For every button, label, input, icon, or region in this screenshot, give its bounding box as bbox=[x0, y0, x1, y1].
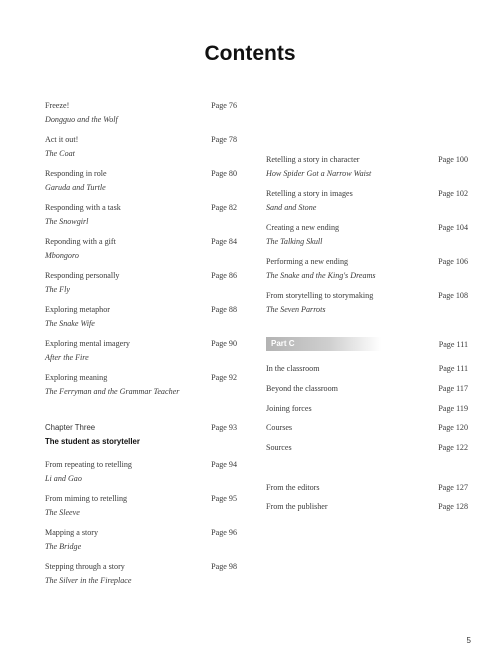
entry-title: Exploring metaphor bbox=[45, 305, 110, 314]
entry-story: The Coat bbox=[45, 149, 75, 158]
toc-entry[interactable] bbox=[45, 133, 237, 161]
toc-entry[interactable] bbox=[266, 187, 468, 215]
chapter-page: Page 93 bbox=[211, 423, 237, 432]
entry-story: Sand and Stone bbox=[266, 203, 317, 212]
entry-page: Page 86 bbox=[211, 271, 237, 280]
entry-title: Stepping through a story bbox=[45, 562, 125, 571]
entry-title: Mapping a story bbox=[45, 528, 99, 537]
entry-title: Freeze! bbox=[45, 101, 70, 110]
entry-story: The Ferryman and the Grammar Teacher bbox=[45, 387, 180, 396]
toc-entry[interactable] bbox=[45, 337, 237, 365]
entry-story: The Silver in the Fireplace bbox=[45, 576, 132, 585]
entry-title: Courses bbox=[266, 423, 293, 432]
entry-page: Page 106 bbox=[438, 257, 468, 266]
toc-entry[interactable] bbox=[266, 481, 468, 495]
toc-entry[interactable] bbox=[266, 255, 468, 283]
entry-page: Page 88 bbox=[211, 305, 237, 314]
toc-entry[interactable] bbox=[45, 235, 237, 263]
toc-entry[interactable] bbox=[45, 269, 237, 297]
toc-entry[interactable] bbox=[266, 421, 468, 435]
part-page: Page 111 bbox=[438, 339, 468, 349]
entry-title: Retelling a story in images bbox=[266, 189, 353, 198]
entry-story: The Bridge bbox=[45, 542, 82, 551]
entry-title: From the publisher bbox=[266, 502, 328, 511]
toc-entry[interactable] bbox=[45, 458, 237, 486]
entry-page: Page 108 bbox=[438, 291, 468, 300]
chapter-heading[interactable] bbox=[45, 421, 237, 449]
entry-page: Page 102 bbox=[438, 189, 468, 198]
toc-entry[interactable] bbox=[266, 441, 468, 455]
entry-title: Reponding with a gift bbox=[45, 237, 116, 246]
entry-story: The Snake and the King's Dreams bbox=[266, 271, 376, 280]
entry-title: From miming to retelling bbox=[45, 494, 128, 503]
entry-story: The Snowgirl bbox=[45, 217, 89, 226]
entry-title: In the classroom bbox=[266, 364, 320, 373]
entry-page: Page 90 bbox=[211, 339, 237, 348]
entry-page: Page 94 bbox=[211, 460, 237, 469]
entry-story: Garuda and Turtle bbox=[45, 183, 106, 192]
toc-entry[interactable] bbox=[45, 492, 237, 520]
entry-title: Creating a new ending bbox=[266, 223, 340, 232]
toc-entry[interactable] bbox=[266, 402, 468, 416]
entry-title: Retelling a story in character bbox=[266, 155, 360, 164]
toc-entry[interactable] bbox=[45, 201, 237, 229]
entry-story: The Seven Parrots bbox=[266, 305, 326, 314]
entry-title: From the editors bbox=[266, 483, 320, 492]
chapter-title: The student as storyteller bbox=[45, 437, 140, 446]
entry-page: Page 128 bbox=[438, 502, 468, 511]
entry-page: Page 84 bbox=[211, 237, 237, 246]
entry-title: Responding with a task bbox=[45, 203, 121, 212]
toc-entry[interactable] bbox=[266, 362, 468, 376]
toc-entry[interactable] bbox=[266, 221, 468, 249]
chapter-label: Chapter Three bbox=[45, 423, 96, 432]
entry-page: Page 120 bbox=[438, 423, 468, 432]
entry-story: Li and Gao bbox=[45, 474, 82, 483]
entry-title: Responding in role bbox=[45, 169, 107, 178]
entry-title: Act it out! bbox=[45, 135, 79, 144]
entry-page: Page 100 bbox=[438, 155, 468, 164]
toc-entry[interactable] bbox=[45, 99, 237, 127]
entry-page: Page 96 bbox=[211, 528, 237, 537]
entry-page: Page 80 bbox=[211, 169, 237, 178]
page-title: Contents bbox=[204, 42, 296, 65]
entry-title: Beyond the classroom bbox=[266, 384, 338, 393]
part-heading[interactable] bbox=[266, 337, 468, 351]
entry-title: From repeating to retelling bbox=[45, 460, 132, 469]
toc-entry[interactable] bbox=[45, 560, 237, 588]
entry-page: Page 117 bbox=[438, 384, 468, 393]
entry-story: How Spider Got a Narrow Waist bbox=[266, 169, 372, 178]
entry-page: Page 98 bbox=[211, 562, 237, 571]
toc-entry[interactable] bbox=[45, 167, 237, 195]
entry-title: Exploring mental imagery bbox=[45, 339, 130, 348]
entry-title: From storytelling to storymaking bbox=[266, 291, 374, 300]
toc-entry[interactable] bbox=[45, 371, 237, 399]
entry-story: The Sleeve bbox=[45, 508, 80, 517]
toc-entry[interactable] bbox=[45, 526, 237, 554]
entry-page: Page 122 bbox=[438, 443, 468, 452]
entry-page: Page 78 bbox=[211, 135, 237, 144]
part-label: Part C bbox=[266, 337, 381, 351]
entry-page: Page 95 bbox=[211, 494, 237, 503]
entry-title: Joining forces bbox=[266, 404, 312, 413]
entry-page: Page 104 bbox=[438, 223, 468, 232]
toc-entry[interactable] bbox=[266, 289, 468, 317]
entry-story: After the Fire bbox=[45, 353, 89, 362]
entry-title: Exploring meaning bbox=[45, 373, 108, 382]
entry-page: Page 111 bbox=[438, 364, 468, 373]
toc-entry[interactable] bbox=[45, 303, 237, 331]
entry-page: Page 92 bbox=[211, 373, 237, 382]
entry-story: The Fly bbox=[45, 285, 70, 294]
entry-title: Responding personally bbox=[45, 271, 120, 280]
entry-story: Mbongoro bbox=[45, 251, 79, 260]
entry-page: Page 76 bbox=[211, 101, 237, 110]
entry-story: The Snake Wife bbox=[45, 319, 95, 328]
toc-entry[interactable] bbox=[266, 153, 468, 181]
entry-page: Page 82 bbox=[211, 203, 237, 212]
entry-title: Performing a new ending bbox=[266, 257, 349, 266]
entry-page: Page 119 bbox=[438, 404, 468, 413]
toc-entry[interactable] bbox=[266, 382, 468, 396]
entry-title: Sources bbox=[266, 443, 292, 452]
toc-entry[interactable] bbox=[266, 500, 468, 514]
entry-story: The Talking Skull bbox=[266, 237, 323, 246]
entry-page: Page 127 bbox=[438, 483, 468, 492]
entry-story: Dongguo and the Wolf bbox=[45, 115, 118, 124]
page-number: 5 bbox=[466, 636, 471, 645]
